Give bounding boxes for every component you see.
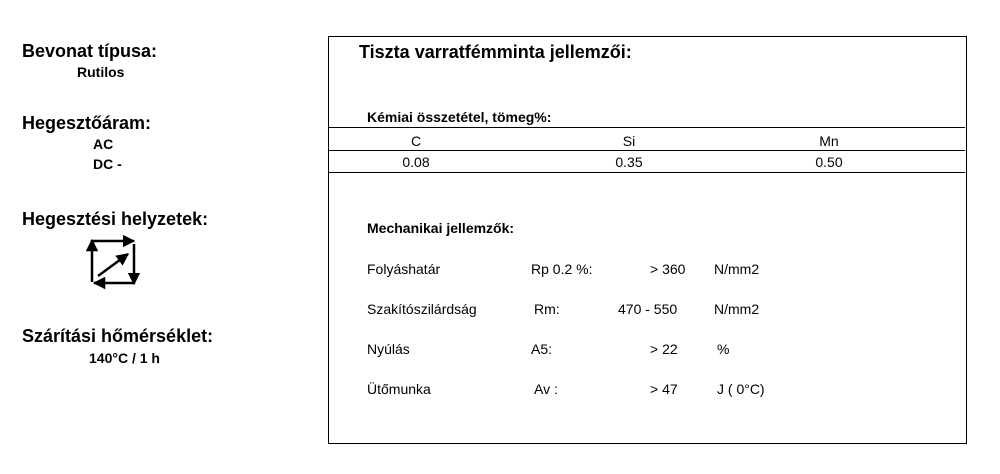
mech-name-impact: Ütőmunka bbox=[367, 381, 431, 397]
chem-header-c: C bbox=[410, 133, 422, 149]
chem-value-mn: 0.50 bbox=[815, 154, 843, 170]
chem-table-top-line bbox=[329, 127, 965, 128]
coating-type-value: Rutilos bbox=[77, 64, 125, 80]
weld-metal-properties-box bbox=[328, 36, 967, 444]
mech-value-tensile: 470 - 550 bbox=[618, 301, 678, 317]
drying-temperature-label: Szárítási hőmérséklet: bbox=[22, 326, 214, 346]
mech-value-impact: > 47 bbox=[650, 381, 678, 397]
mech-symbol-yield: Rp 0.2 %: bbox=[531, 261, 593, 277]
mech-symbol-tensile: Rm: bbox=[534, 301, 560, 317]
chem-value-si: 0.35 bbox=[615, 154, 643, 170]
mech-value-elongation: > 22 bbox=[650, 341, 678, 357]
coating-type-label: Bevonat típusa: bbox=[22, 41, 158, 61]
chem-value-c: 0.08 bbox=[402, 154, 430, 170]
chemical-composition-title: Kémiai összetétel, tömeg%: bbox=[367, 109, 552, 125]
chem-table-mid-line bbox=[329, 150, 965, 151]
welding-current-ac: AC bbox=[93, 136, 114, 152]
chem-header-si: Si bbox=[622, 133, 636, 149]
mech-symbol-elongation: A5: bbox=[531, 341, 553, 357]
mech-unit-tensile: N/mm2 bbox=[714, 301, 760, 317]
chem-table-bottom-line bbox=[329, 172, 965, 173]
mechanical-properties-title: Mechanikai jellemzők: bbox=[367, 220, 515, 236]
welding-positions-icon bbox=[84, 234, 146, 290]
chem-header-mn: Mn bbox=[819, 133, 839, 149]
box-title: Tiszta varratfémminta jellemzői: bbox=[359, 42, 632, 62]
mech-unit-elongation: % bbox=[717, 341, 730, 357]
mech-name-tensile: Szakítószilárdság bbox=[367, 301, 477, 317]
mech-unit-yield: N/mm2 bbox=[714, 261, 760, 277]
mech-symbol-impact: Av : bbox=[534, 381, 558, 397]
drying-temperature-value: 140°C / 1 h bbox=[89, 350, 160, 366]
welding-positions-label: Hegesztési helyzetek: bbox=[22, 209, 209, 229]
welding-current-dc: DC - bbox=[93, 156, 122, 172]
mech-name-elongation: Nyúlás bbox=[367, 341, 410, 357]
mech-name-yield: Folyáshatár bbox=[367, 261, 441, 277]
mech-value-yield: > 360 bbox=[650, 261, 686, 277]
mech-unit-impact: J ( 0°C) bbox=[717, 381, 765, 397]
welding-current-label: Hegesztőáram: bbox=[22, 113, 152, 133]
